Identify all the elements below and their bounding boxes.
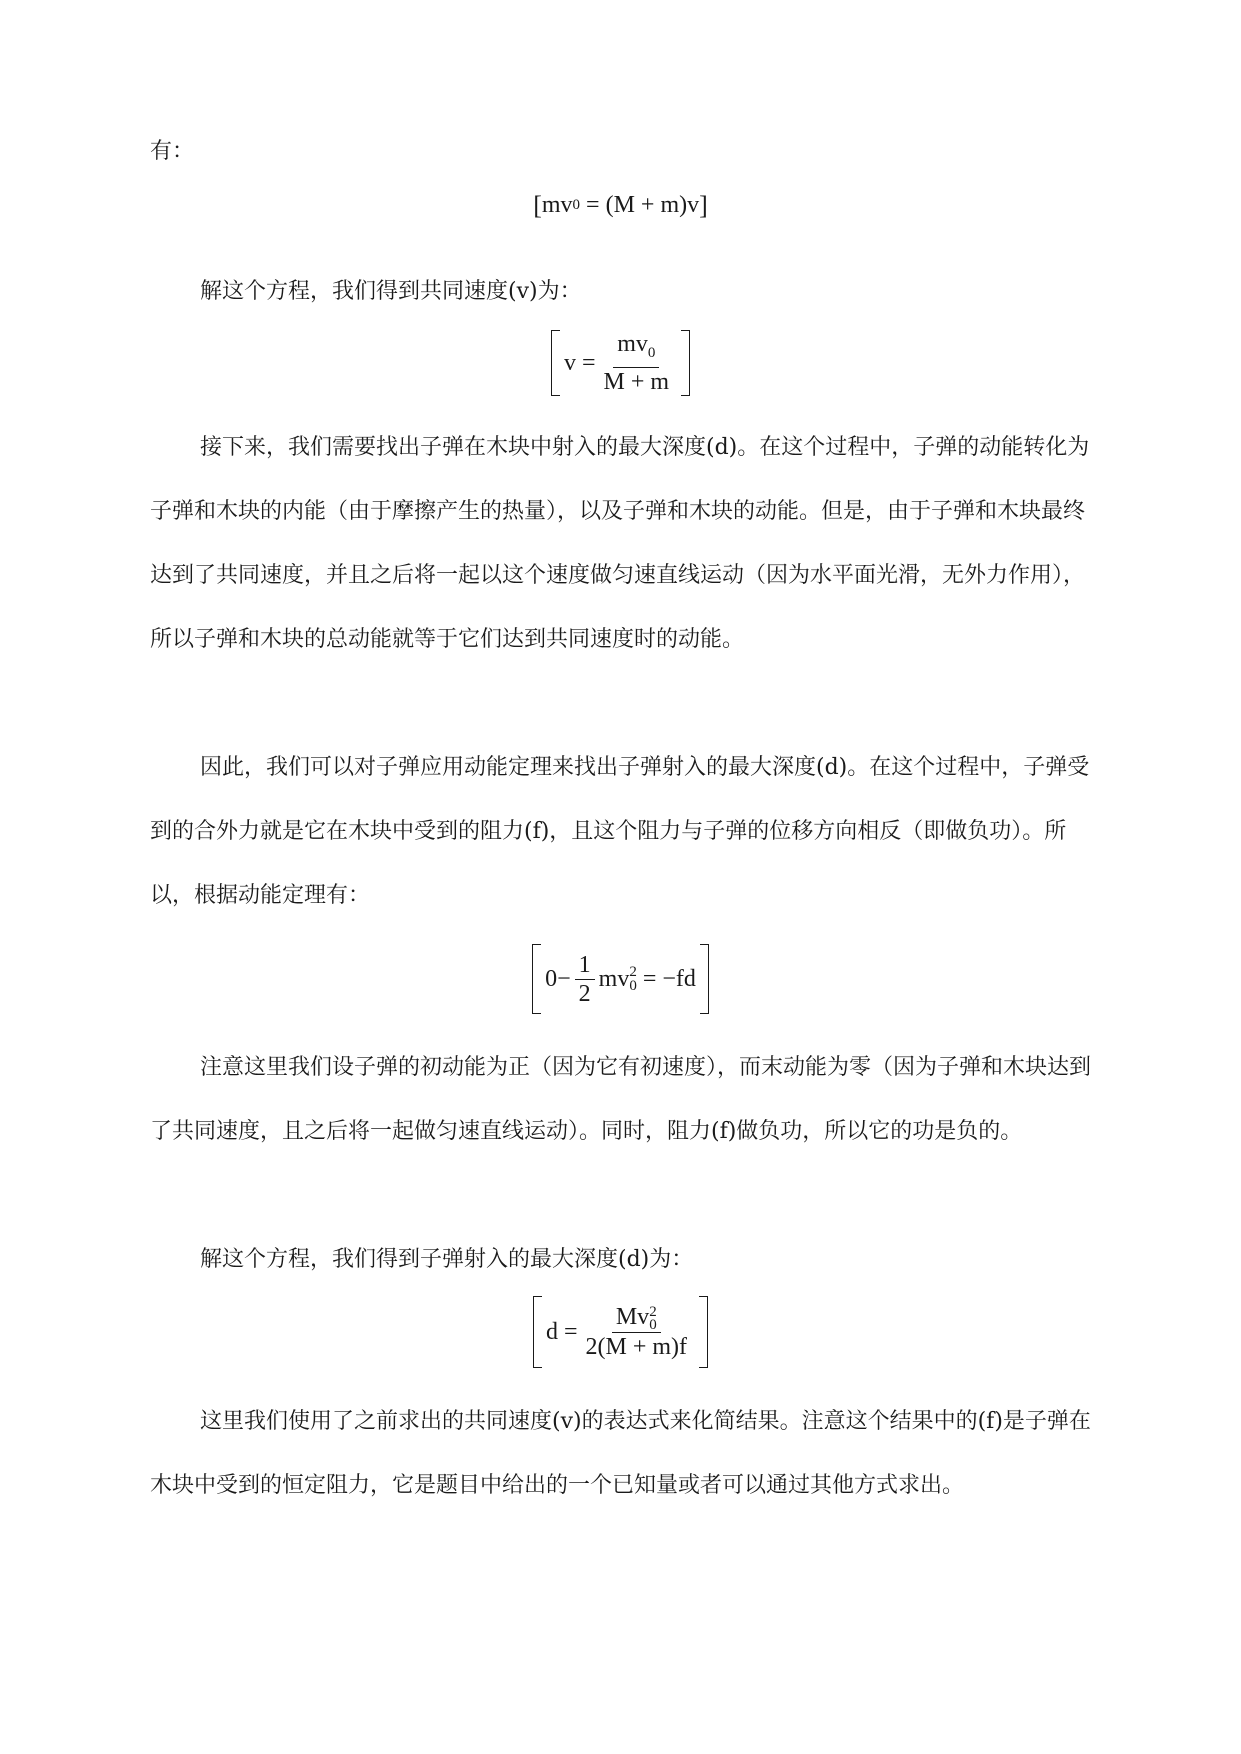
eq1-lhs-sub: 0 bbox=[572, 197, 581, 213]
equation-momentum bbox=[0, 192, 1241, 221]
eq3-right-bracket bbox=[700, 944, 709, 1014]
eq2-lhs: v = bbox=[563, 349, 596, 376]
eq4-numerator bbox=[612, 1303, 661, 1332]
eq4-num-sup: 2 bbox=[649, 1303, 657, 1320]
eq3-left-bracket bbox=[532, 944, 541, 1014]
eq2-numerator bbox=[613, 330, 659, 368]
eq2-num-text: mv bbox=[617, 331, 648, 358]
eq3-term: mv bbox=[598, 965, 630, 992]
paragraph-solve-depth: 解这个方程，我们得到子弹射入的最大深度(d)为： bbox=[200, 1247, 694, 1272]
eq1-lhs: mv bbox=[541, 192, 573, 218]
eq2-num-sub: 0 bbox=[647, 344, 656, 361]
paragraph-note-sign: 注意这里我们设子弹的初动能为正（因为它有初速度），而末动能为零（因为子弹和木块达到了共同速度，且之后将一起做匀速直线运动）。同时，阻力(f)做负功，所以它的功是负的。 bbox=[150, 1055, 1092, 1144]
eq3-numerator: 1 bbox=[575, 951, 595, 980]
eq2-right-bracket bbox=[681, 330, 690, 396]
eq4-denominator: 2(M + m)f bbox=[585, 1333, 688, 1360]
equation-max-depth bbox=[0, 1296, 1241, 1368]
eq3-term-sub: 0 bbox=[629, 978, 637, 994]
paragraph-solve-velocity: 解这个方程，我们得到共同速度(v)为： bbox=[200, 279, 582, 304]
eq4-num-sub: 0 bbox=[649, 1316, 657, 1333]
eq4-left-bracket bbox=[533, 1296, 542, 1368]
eq4-num-text: Mv bbox=[615, 1304, 650, 1331]
paragraph-conclusion: 这里我们使用了之前求出的共同速度(v)的表达式来化简结果。注意这个结果中的(f)是子弹在木块中受到的恒定阻力，它是题目中给出的一个已知量或者可以通过其他方式求出。 bbox=[150, 1409, 1091, 1498]
eq2-left-bracket bbox=[551, 330, 560, 396]
paragraph-kinetic-theorem: 因此，我们可以对子弹应用动能定理来找出子弹射入的最大深度(d)。在这个过程中，子弹受到的合外力就是它在木块中受到的阻力(f)，且这个阻力与子弹的位移方向相反（即做负功）。所以，根据动能定理有： bbox=[150, 755, 1090, 908]
eq3-rhs: = −fd bbox=[642, 965, 696, 992]
eq4-fraction bbox=[582, 1303, 692, 1360]
eq4-lhs: d = bbox=[545, 1318, 578, 1345]
eq1-rhs: = (M + m)v bbox=[586, 192, 700, 218]
equation-common-velocity bbox=[0, 330, 1241, 396]
equation-kinetic-energy bbox=[0, 944, 1241, 1014]
eq1-close-bracket: ] bbox=[699, 190, 708, 220]
paragraph-max-depth-intro: 接下来，我们需要找出子弹在木块中射入的最大深度(d)。在这个过程中，子弹的动能转化为子弹和木块的内能（由于摩擦产生的热量），以及子弹和木块的动能。但是，由于子弹和木块最终达到了共同速度，并且之后将一起以这个速度做匀速直线运动（因为水平面光滑，无外力作用），所以子弹和木块的总动能就等于它们达到共同速度时的动能。 bbox=[150, 435, 1090, 652]
eq2-fraction bbox=[600, 330, 674, 396]
eq3-fraction bbox=[575, 951, 595, 1008]
eq3-denominator: 2 bbox=[578, 980, 591, 1007]
eq3-term-sup: 2 bbox=[629, 964, 637, 980]
eq4-right-bracket bbox=[699, 1296, 708, 1368]
paragraph-intro: 有： bbox=[150, 139, 195, 164]
eq3-prefix: 0− bbox=[545, 965, 571, 992]
eq2-denominator: M + m bbox=[603, 368, 670, 395]
eq1-open-bracket: [ bbox=[533, 190, 542, 220]
